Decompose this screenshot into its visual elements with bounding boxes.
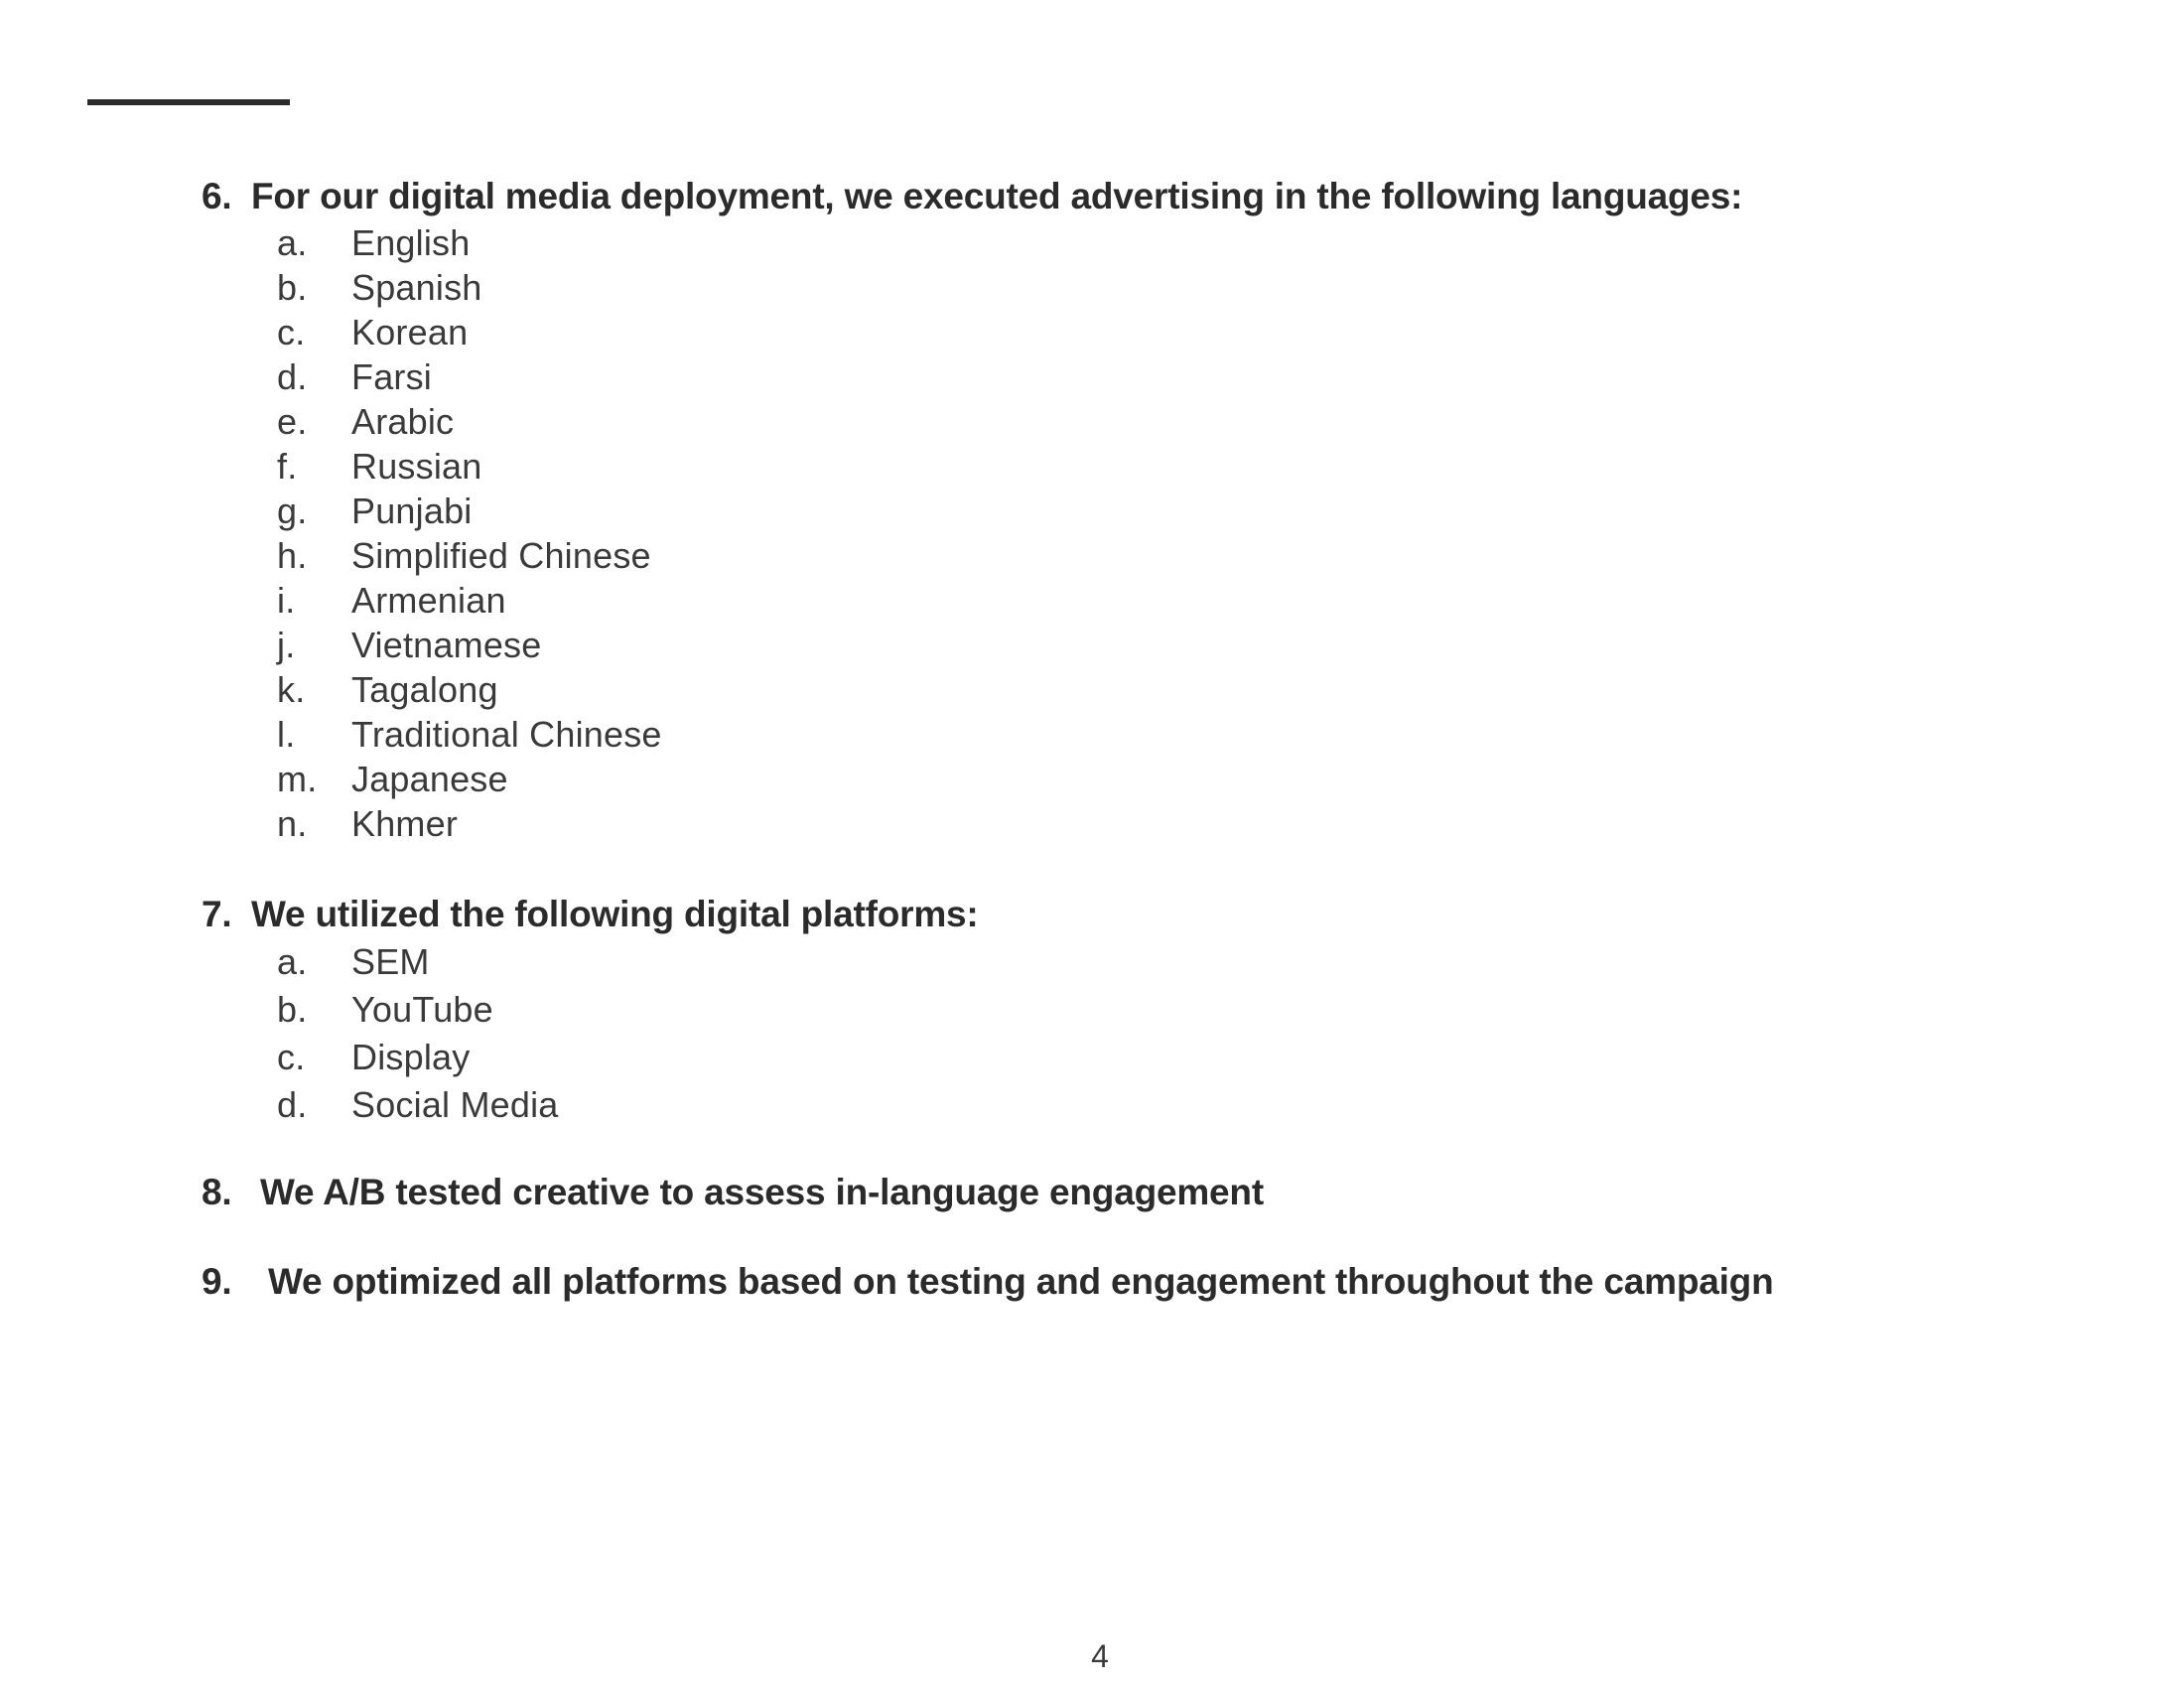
- list-item-letter: f.: [277, 446, 298, 487]
- list-item-letter: l.: [277, 714, 296, 755]
- item-6-number: 6.: [202, 176, 232, 216]
- list-item-letter: a.: [277, 222, 308, 263]
- list-item-label: Japanese: [351, 759, 508, 799]
- list-item-label: Korean: [351, 312, 469, 352]
- list-item-label: Traditional Chinese: [351, 714, 662, 755]
- list-item-label: Farsi: [351, 356, 432, 397]
- list-item-label: SEM: [351, 941, 430, 982]
- list-item-label: Russian: [351, 446, 482, 487]
- list-item-label: Armenian: [351, 580, 506, 621]
- list-item-label: YouTube: [351, 989, 493, 1030]
- item-9-number: 9.: [202, 1261, 232, 1302]
- list-item-letter: k.: [277, 669, 306, 710]
- list-item-letter: e.: [277, 401, 308, 442]
- item-7-title: We utilized the following digital platforms:: [251, 894, 979, 934]
- top-rule: [87, 99, 290, 105]
- list-item-label: Simplified Chinese: [351, 535, 651, 576]
- list-item-letter: c.: [277, 1037, 306, 1077]
- list-item-letter: m.: [277, 759, 318, 799]
- item-7-number: 7.: [202, 894, 232, 934]
- list-item-label: Khmer: [351, 803, 459, 844]
- page-number: 4: [1091, 1638, 1109, 1674]
- list-item-letter: c.: [277, 312, 306, 352]
- list-item-letter: i.: [277, 580, 296, 621]
- list-item-letter: h.: [277, 535, 308, 576]
- item-8-number: 8.: [202, 1172, 232, 1212]
- list-item-letter: j.: [277, 625, 296, 665]
- list-item-label: Display: [351, 1037, 471, 1077]
- list-item-letter: b.: [277, 267, 308, 308]
- list-item-label: Spanish: [351, 267, 482, 308]
- list-item-label: English: [351, 222, 471, 263]
- list-item-letter: a.: [277, 941, 308, 982]
- item-6-title: For our digital media deployment, we executed advertising in the following languages:: [251, 176, 1743, 216]
- list-item-label: Vietnamese: [351, 625, 542, 665]
- list-item-letter: b.: [277, 989, 308, 1030]
- list-item-letter: d.: [277, 1084, 308, 1125]
- list-item-label: Social Media: [351, 1084, 559, 1125]
- item-9-title: We optimized all platforms based on testing and engagement throughout the campaign: [268, 1261, 1774, 1302]
- list-item-letter: d.: [277, 356, 308, 397]
- list-item-label: Arabic: [351, 401, 455, 442]
- item-8-title: We A/B tested creative to assess in-language engagement: [260, 1172, 1264, 1212]
- list-item-letter: g.: [277, 491, 308, 531]
- list-item-letter: n.: [277, 803, 308, 844]
- list-item-label: Punjabi: [351, 491, 473, 531]
- list-item-label: Tagalong: [351, 669, 498, 710]
